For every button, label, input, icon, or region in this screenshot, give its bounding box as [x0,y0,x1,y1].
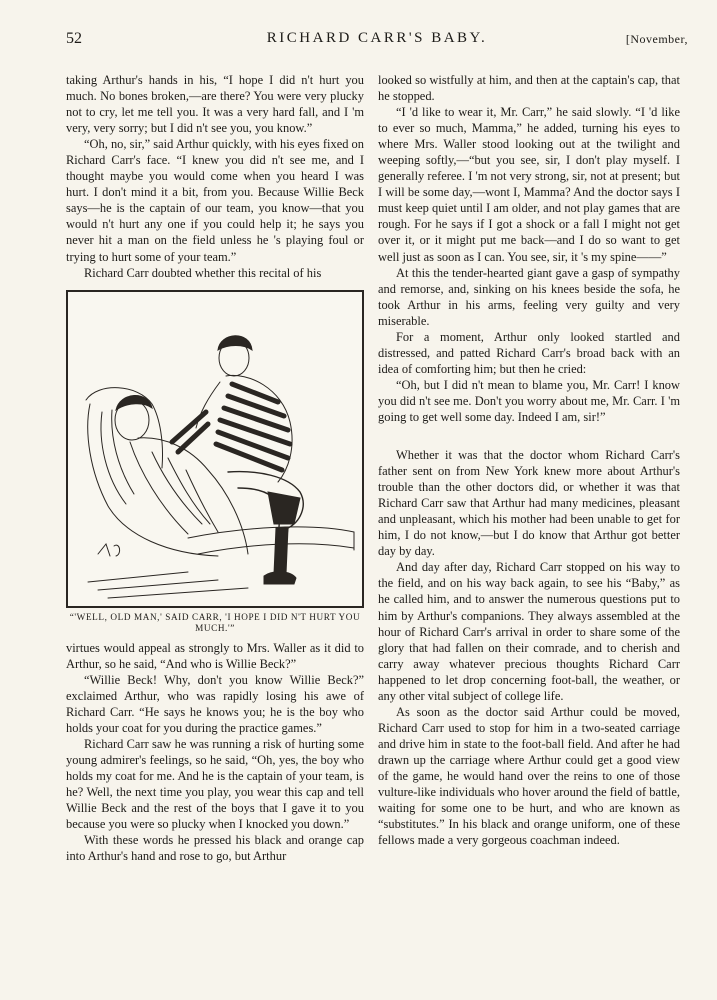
paragraph: virtues would appeal as strongly to Mrs. Waller as it did to Arthur, so he said, “And who is Willie Beck?” [66,640,364,671]
page-number: 52 [66,30,82,47]
paragraph: At this the tender-hearted giant gave a gasp of sympathy and remorse, and, sinking on his knees beside the sofa, he took Arthur in his arms, feeling very guilty and very miserable. [378,265,680,328]
illustration-drawing [68,292,362,606]
paragraph: With these words he pressed his black and orange cap into Arthur's hand and rose to go, but Arthur [66,833,364,864]
running-title: RICHARD CARR'S BABY. [266,30,488,46]
paragraph: As soon as the doctor said Arthur could be moved, Richard Carr used to stop for him in a two-seated carriage and drive him in state to the foot-ball field. And after he had drawn up the carriage where Arthur could get a good view of the game, he would hand over the reins to one of those vulture-like individuals who hover around the field of battle, waiting for some one to be hurt, and who are known as “substitutes.” In his black and orange uniform, one of these fellows made a very gorgeous coachman indeed. [378,704,680,848]
paragraph: “I 'd like to wear it, Mr. Carr,” he said slowly. “I 'd like to ever so much, Mamma,” he added, turning his eyes to where Mrs. Waller stood looking out at the twilight and weeping softly,—“but you see, sir, I don't play myself. I generally referee. I 'm not very strong, sir, not at present; but I will be some day,—wont I, Mamma? And the doctor says I must keep quiet until I am older, and not play games that are rough. For he says if I got a shock or a fall I might not get over it, or it might put me back—and I do so want to get well just as soon as I can. You see, sir, it 's my spine——” [378,105,680,264]
paragraph: Richard Carr doubted whether this recital of his [84,265,322,280]
figure-caption: “'WELL, OLD MAN,' SAID CARR, 'I HOPE I DID N'T HURT YOU MUCH.'” [69,611,361,633]
paragraph: “Oh, but I did n't mean to blame you, Mr. Carr! I know you did n't see me. Don't you worry about me, Mr. Carr. I 'm going to get well some day. Indeed I am, sir!” [378,377,680,424]
paragraph: looked so wistfully at him, and then at the captain's cap, that he stopped. [378,73,680,104]
paragraph: And day after day, Richard Carr stopped on his way to the field, and on his way back again, to see his “Baby,” as he called him, and to answer the numerous questions put to him by Arthur's companions. They always assembled at the hour of Richard Carr's arrival in order to share some of the glory that had fallen on their comrade, and to cherish and carry away whatever precious thoughts Richard Carr happened to let drop concerning foot-ball, the weather, or any other vital subject of college life. [378,560,680,703]
paragraph: Whether it was that the doctor whom Richard Carr's father sent on from New York knew more about Arthur's trouble than the other doctors did, or whether it was that Richard Carr saw that Arthur had many medicines, pleasant and unpleasant, which his mother had been unable to get for him, I do not know,—but I do know that Arthur got better day by day. [378,448,680,559]
issue-month: [November, [625,32,688,46]
running-header [66,28,688,52]
paragraph: “Oh, no, sir,” said Arthur quickly, with his eyes fixed on Richard Carr's face. “I knew you did n't see me, and I thought maybe you would come when you heard I was hurt. I don't mind it a bit, from you. Because Willie Beck says—he is the captain of our team, you know—that you would n't hurt any one if you could help it; he says you never hit a man on the field unless he 's playing foul or trying to hurt some of your team.” [66,137,364,264]
paragraph: taking Arthur's hands in his, “I hope I did n't hurt you much. No bones broken,—are there? You were very plucky not to cry, let me tell you. It was a very hard fall, and I 'm very, very sorry; but I did n't see you, you know.” [66,73,364,136]
illustration [66,290,364,608]
right-column [378,72,680,848]
paragraph: Richard Carr saw he was running a risk of hurting some young admirer's feelings, so he said, “Oh, yes, the boy who holds my coat for me. And he is the captain of your team, is he? Well, the next time you play, you wear this cap and tell Willie Beck and the rest of the boys that I gave it to you because you were so plucky when I knocked you down.” [66,736,364,832]
illustration-figure [66,290,364,634]
paragraph: For a moment, Arthur only looked startled and distressed, and patted Richard Carr's broad back with an idea of comforting him; but then he cried: [378,329,680,376]
paragraph: “Willie Beck! Why, don't you know Willie Beck?” exclaimed Arthur, who was rapidly losing his awe of Richard Carr. “He says he knows you; he is the boy who holds your coat for you during the practice games.” [66,672,364,735]
left-column [66,72,364,864]
